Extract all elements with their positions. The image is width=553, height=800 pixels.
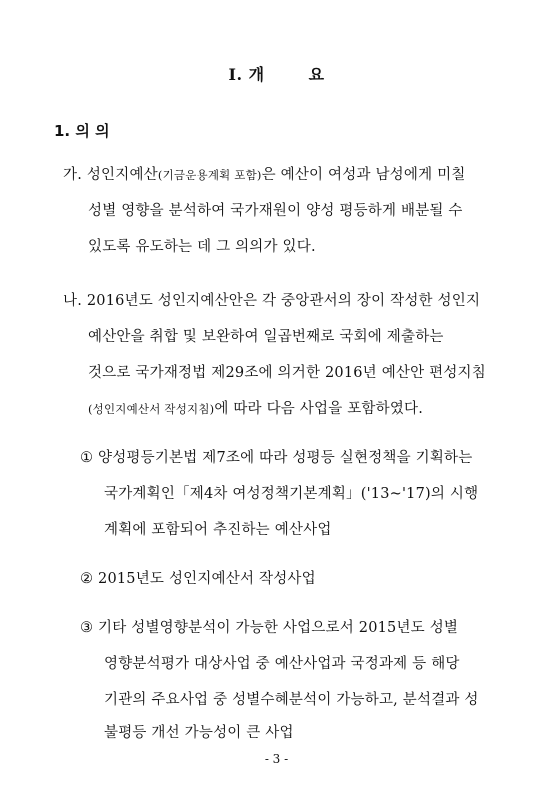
item-na-line-2: 예산안을 취합 및 보완하여 일곱번째로 국회에 제출하는 — [88, 329, 444, 345]
sub-item-1-line-1 — [80, 446, 472, 467]
item-ga-line-3: 있도록 유도하는 데 그 의의가 있다. — [88, 239, 316, 255]
sub-item-2-marker: ② — [80, 571, 94, 587]
item-ga-line-2: 성별 영향을 분석하여 국가재원이 양성 평등하게 배분될 수 — [88, 203, 463, 219]
sub-item-2-text: 2015년도 성인지예산서 작성사업 — [98, 571, 316, 587]
sub-item-3-text: 기타 성별영향분석이 가능한 사업으로서 2015년도 성별 — [98, 620, 459, 636]
sub-item-1-text: 양성평등기본법 제7조에 따라 성평등 실현정책을 기획하는 — [98, 450, 473, 466]
item-na-parenthetical: (성인지예산서 작성지침) — [88, 402, 215, 416]
section-title: 의 의 — [75, 122, 110, 140]
item-ga-line-1 — [63, 163, 466, 184]
item-ga-parenthetical: (기금운용계획 포함) — [157, 168, 262, 182]
chapter-numeral: Ⅰ. — [228, 65, 243, 84]
item-na-line-1 — [63, 289, 480, 310]
item-ga-marker: 가. — [63, 167, 83, 183]
item-na-marker: 나. — [63, 293, 83, 309]
sub-item-3-line-4: 불평등 개선 가능성이 큰 사업 — [104, 725, 294, 741]
item-na-text-cont: 에 따라 다음 사업을 포함하였다. — [214, 401, 424, 417]
item-na-text: 2016년도 성인지예산안은 각 중앙관서의 장이 작성한 성인지 — [86, 293, 481, 309]
sub-item-3-marker: ③ — [80, 620, 94, 636]
item-ga-text: 성인지예산 — [86, 167, 158, 183]
section-number: 1. — [54, 122, 71, 140]
chapter-title-char-2: 요 — [308, 65, 325, 84]
sub-item-3-line-3: 기관의 주요사업 중 성별수혜분석이 가능하고, 분석결과 성 — [104, 692, 479, 708]
sub-item-1-line-3: 계획에 포함되어 추진하는 예산사업 — [104, 522, 332, 538]
chapter-title — [0, 62, 553, 85]
page-number: - 3 - — [264, 752, 289, 766]
sub-item-3-line-2: 영향분석평가 대상사업 중 예산사업과 국정과제 등 해당 — [104, 656, 460, 672]
section-heading — [54, 120, 110, 141]
sub-item-1-line-2: 국가계획인「제4차 여성정책기본계획」('13~'17)의 시행 — [104, 486, 479, 502]
sub-item-2-line-1 — [80, 567, 316, 588]
item-na-line-4 — [88, 397, 423, 418]
chapter-title-char-1: 개 — [248, 65, 265, 84]
item-ga-text-cont: 은 예산이 여성과 남성에게 미칠 — [261, 167, 466, 183]
sub-item-3-line-1 — [80, 616, 458, 637]
sub-item-1-marker: ① — [80, 450, 94, 466]
item-na-line-3: 것으로 국가재정법 제29조에 의거한 2016년 예산안 편성지침 — [88, 365, 486, 381]
